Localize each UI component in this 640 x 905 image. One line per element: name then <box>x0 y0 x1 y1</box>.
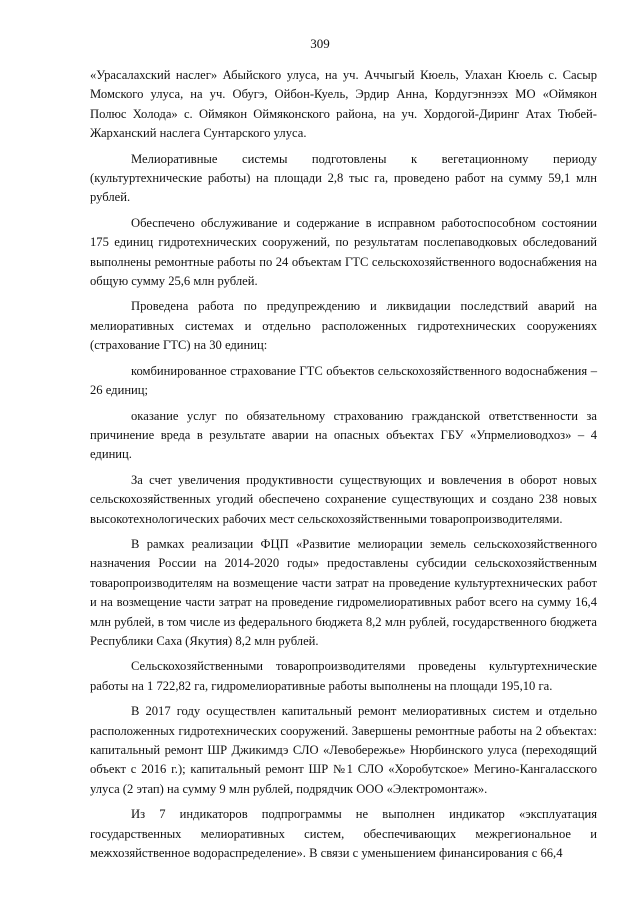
paragraph-accident-prevention: Проведена работа по предупреждению и ликвидации последствий аварий на мелиоративных системах и отдельно расположенных гидротехнических сооружениях (страхование ГТС) на 30 единиц: <box>90 299 597 353</box>
paragraph-liability-insurance: оказание услуг по обязательному страхованию гражданской ответственности за причинение вреда в результате аварии на опасных объектах ГБУ «Упрмелиоводхоз» – 4 единиц. <box>90 408 597 462</box>
paragraph-indicators: Из 7 индикаторов подпрограммы не выполнен индикатор «эксплуатация государственных мелиоративных систем, обеспечивающих межрегиональное и межхозяйственное водораспределение». В связи с уменьшением финансирования с 66,4 <box>90 807 597 861</box>
paragraph-maintenance: Обеспечено обслуживание и содержание в исправном работоспособном состоянии 175 единиц гидротехнических сооружений, по результатам послепаводковых обследований выполнены ремонтные работы по 24 объектам ГТС сельскохозяйственного водоснабжения на общую сумму 25,6 млн рублей. <box>90 215 597 289</box>
paragraph-reclamation-systems: Мелиоративные системы подготовлены к вегетационному периоду (культуртехнические работы) на площади 2,8 тыс га, проведено работ на сумму 59,1 млн рублей. <box>90 151 597 205</box>
paragraph-capital-repair: В 2017 году осуществлен капитальный ремонт мелиоративных систем и отдельно расположенных гидротехнических сооружений. Завершены ремонтные работы на 2 объектах: капитальный ремонт ШР Джикимдэ СЛО «Левобережье» Нюрбинского улуса (переходящий объект с 2016 г.); капитальный ремонт ШР №1 СЛО «Хоробутское» Мегино-Кангаласского улуса (2 этап) на сумму 9 млн рублей, подрядчик ООО «Электромонтаж». <box>90 704 597 796</box>
document-body <box>90 66 597 863</box>
page-number: 309 <box>310 36 330 51</box>
paragraph-continuation: «Урасалахский наслег» Абыйского улуса, на уч. Аччыгый Кюель, Улахан Кюель с. Сасыр Момского улуса, на уч. Обугэ, Ойбон-Куель, Эрдир Анна, Кордугэннээх МО «Оймякон Полюс Холода» с. Оймякон Оймяконского района, на уч. Хордогой-Диринг Атах Тюбей-Жарханский наслега Сунтарского улуса. <box>90 68 597 141</box>
paragraph-federal-program: В рамках реализации ФЦП «Развитие мелиорации земель сельскохозяйственного назначения России на 2014-2020 годы» предоставлены субсидии сельскохозяйственным товаропроизводителям на возмещение части затрат на проведение культуртехнических работ и на возмещение части затрат на проведение гидромелиоративных работ всего на сумму 16,4 млн рублей, в том числе из федерального бюджета 8,2 млн рублей, государственного бюджета Республики Саха (Якутия) 8,2 млн рублей. <box>90 536 597 648</box>
paragraph-works-area: Сельскохозяйственными товаропроизводителями проведены культуртехнические работы на 1 722,82 га, гидромелиоративные работы выполнены на площади 195,10 га. <box>90 659 597 693</box>
paragraph-jobs: За счет увеличения продуктивности существующих и вовлечения в оборот новых сельскохозяйственных угодий обеспечено сохранение существующих и создано 238 новых высокотехнологических рабочих мест сельскохозяйственными товаропроизводителями. <box>90 472 597 526</box>
paragraph-combined-insurance: комбинированное страхование ГТС объектов сельскохозяйственного водоснабжения – 26 единиц; <box>90 363 597 398</box>
